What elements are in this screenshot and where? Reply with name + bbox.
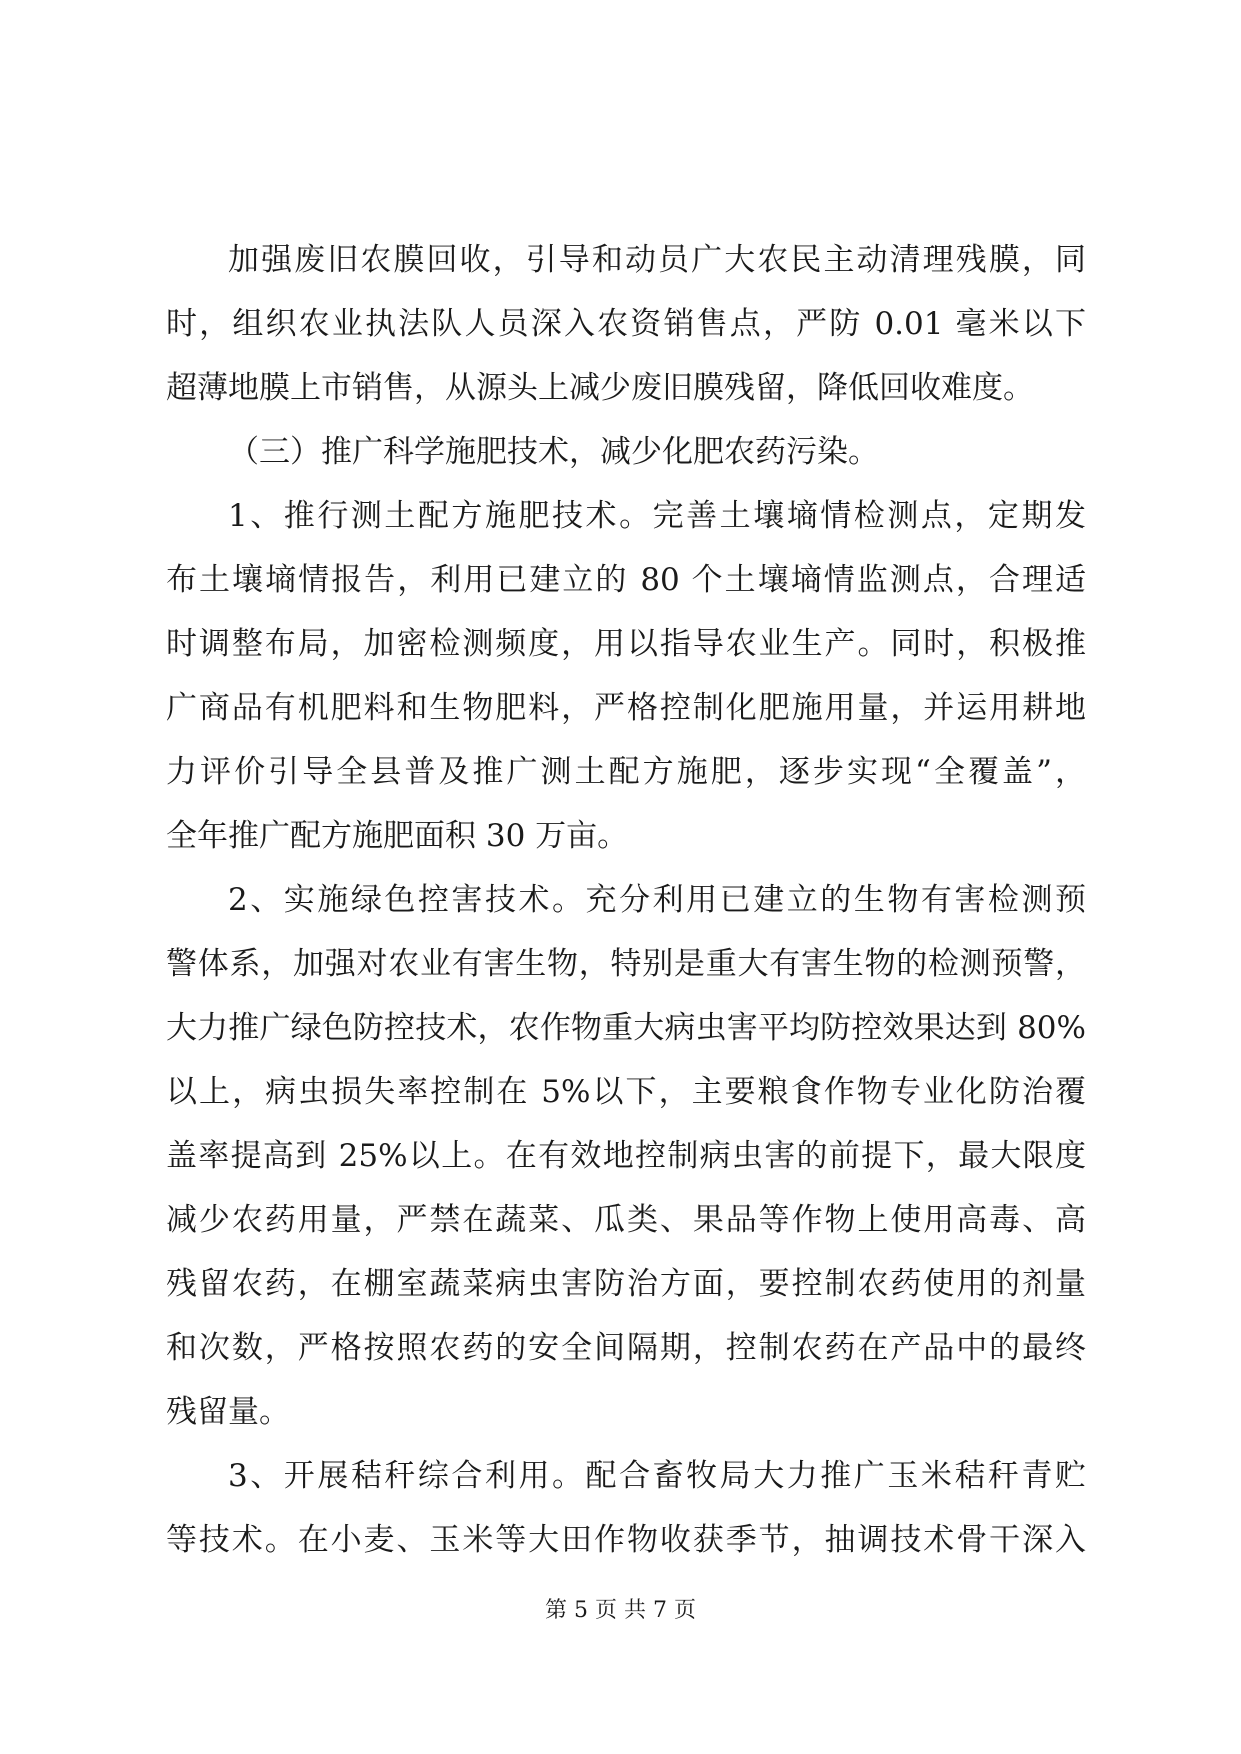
page-number: 第 5 页 共 7 页 [545,1598,696,1623]
text-line: 超薄地膜上市销售，从源头上减少废旧膜残留，降低回收难度。 [166,370,1034,406]
text-line: 警体系，加强对农业有害生物，特别是重大有害生物的检测预警， [166,946,1086,982]
text-line: 和次数，严格按照农药的安全间隔期，控制农药在产品中的最终 [166,1330,1086,1366]
text-line: 大力推广绿色防控技术，农作物重大病虫害平均防控效果达到 80% [166,1010,1086,1046]
page-footer [0,1596,1241,1626]
text-line: 盖率提高到 25%以上。在有效地控制病虫害的前提下，最大限度 [166,1138,1086,1174]
text-line: 力评价引导全县普及推广测土配方施肥，逐步实现“全覆盖”， [166,754,1086,790]
text-line: 以上，病虫损失率控制在 5%以下，主要粮食作物专业化防治覆 [166,1074,1086,1110]
text-line: 残留农药，在棚室蔬菜病虫害防治方面，要控制农药使用的剂量 [166,1266,1086,1302]
text-line: 残留量。 [166,1394,290,1430]
text-line: 1、推行测土配方施肥技术。完善土壤墒情检测点，定期发 [228,498,1086,534]
text-line: 等技术。在小麦、玉米等大田作物收获季节，抽调技术骨干深入 [166,1522,1086,1558]
text-line: 全年推广配方施肥面积 30 万亩。 [166,818,629,854]
text-line: （三）推广科学施肥技术，减少化肥农药污染。 [228,434,879,470]
document-body [166,228,1086,1572]
text-line: 布土壤墒情报告，利用已建立的 80 个土壤墒情监测点，合理适 [166,562,1086,598]
text-line: 3、开展秸秆综合利用。配合畜牧局大力推广玉米秸秆青贮 [228,1458,1086,1494]
text-line: 2、实施绿色控害技术。充分利用已建立的生物有害检测预 [228,882,1086,918]
paragraph-lines [166,228,1086,1572]
text-line: 广商品有机肥料和生物肥料，严格控制化肥施用量，并运用耕地 [166,690,1086,726]
text-line: 加强废旧农膜回收，引导和动员广大农民主动清理残膜，同 [228,242,1086,278]
text-line: 减少农药用量，严禁在蔬菜、瓜类、果品等作物上使用高毒、高 [166,1202,1086,1238]
text-line: 时调整布局，加密检测频度，用以指导农业生产。同时，积极推 [166,626,1086,662]
text-line: 时，组织农业执法队人员深入农资销售点，严防 0.01 毫米以下 [166,306,1086,342]
